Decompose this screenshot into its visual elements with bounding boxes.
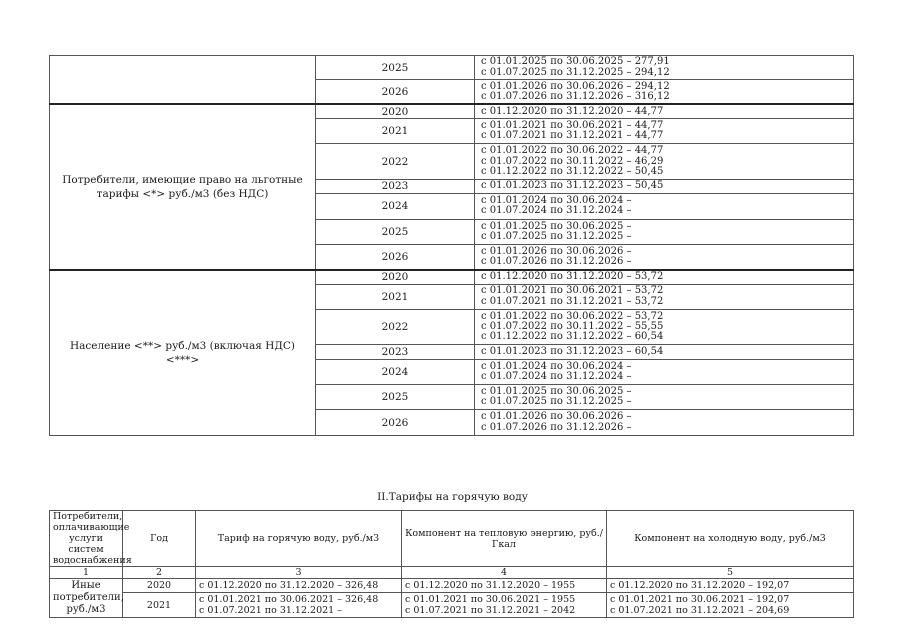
tariff-period: с 01.01.2021 по 30.06.2021 – 44,77 (481, 119, 664, 131)
tariff-period: с 01.07.2025 по 31.12.2025 – (481, 230, 632, 242)
tariff-cell (475, 359, 854, 384)
table-row (50, 593, 854, 618)
tariff-period: с 01.07.2021 по 31.12.2021 – 44,77 (481, 130, 664, 142)
tariff-cell (475, 244, 854, 269)
consumer-category: Население <**> руб./м3 (включая НДС) <***> (50, 270, 316, 436)
year-cell: 2021 (123, 593, 196, 618)
tariff-cell (475, 104, 854, 118)
tariff-cell (475, 309, 854, 345)
consumer-category: Иные потребители, руб./м3 (50, 579, 123, 618)
tariff-period: с 01.01.2026 по 30.06.2026 – (481, 411, 632, 423)
tariff-cell (475, 144, 854, 180)
tariff-cell (475, 385, 854, 410)
year-cell: 2023 (316, 345, 475, 359)
year-cell: 2021 (316, 118, 475, 143)
tariff-cell (475, 179, 854, 193)
year-cell: 2020 (316, 104, 475, 118)
table-row (50, 56, 854, 80)
tariff-period: с 01.12.2020 по 31.12.2020 – 53,72 (481, 271, 664, 283)
tariff-period: с 01.12.2020 по 31.12.2020 – 1955 (405, 580, 576, 591)
tariff-cell (402, 593, 607, 618)
tariff-period: с 01.07.2022 по 30.11.2022 – 46,29 (481, 155, 664, 167)
tariff-period: с 01.01.2024 по 30.06.2024 – (481, 360, 632, 372)
tariff-period: с 01.07.2021 по 31.12.2021 – 2042 (405, 605, 576, 616)
tariff-period: с 01.12.2020 по 31.12.2020 – 192,07 (610, 580, 790, 591)
tariff-period: с 01.07.2024 по 31.12.2024 – (481, 370, 632, 382)
tariff-cell (475, 56, 854, 80)
tariff-period: с 01.07.2024 по 31.12.2024 – (481, 205, 632, 217)
column-header: Компонент на холодную воду, руб./м3 (607, 511, 854, 567)
column-number: 2 (123, 567, 196, 579)
tariff-period: с 01.07.2026 по 31.12.2026 – (481, 421, 632, 433)
column-header: Тариф на горячую воду, руб./м3 (196, 511, 402, 567)
tariff-period: с 01.12.2020 по 31.12.2020 – 44,77 (481, 105, 664, 117)
tariff-period: с 01.01.2021 по 30.06.2021 – 192,07 (610, 594, 790, 605)
tariff-period: с 01.01.2026 по 30.06.2026 – (481, 245, 632, 257)
tariff-cell (607, 579, 854, 593)
tariff-period: с 01.01.2022 по 30.06.2022 – 44,77 (481, 145, 664, 157)
year-cell: 2024 (316, 359, 475, 384)
year-cell: 2025 (316, 219, 475, 244)
column-header: Компонент на тепловую энергию, руб./Гкал (402, 511, 607, 567)
tariff-cell (196, 593, 402, 618)
column-header: Потребители, оплачивающие услуги систем водоснабжения (50, 511, 123, 567)
column-number-row (50, 567, 854, 579)
tariff-period: с 01.01.2021 по 30.06.2021 – 53,72 (481, 285, 664, 297)
year-cell: 2024 (316, 194, 475, 219)
section-title: II.Тарифы на горячую воду (377, 491, 528, 503)
tariff-period: с 01.12.2022 по 31.12.2022 – 50,45 (481, 165, 664, 177)
column-number: 5 (607, 567, 854, 579)
tariff-cell (607, 593, 854, 618)
tariff-period: с 01.01.2021 по 30.06.2021 – 1955 (405, 594, 576, 605)
tariff-period: с 01.07.2025 по 31.12.2025 – 294,12 (481, 66, 670, 78)
tariff-cell (475, 345, 854, 359)
year-cell: 2023 (316, 179, 475, 193)
year-cell: 2021 (316, 284, 475, 309)
table-row (50, 270, 854, 284)
tariff-cell (475, 410, 854, 435)
year-cell: 2020 (123, 579, 196, 593)
column-number: 3 (196, 567, 402, 579)
tariff-cell (196, 579, 402, 593)
tariff-cell (475, 284, 854, 309)
tariff-period: с 01.01.2025 по 30.06.2025 – (481, 386, 632, 398)
tariff-cell (475, 118, 854, 143)
tariff-cell (475, 270, 854, 284)
tariff-cell (475, 219, 854, 244)
consumer-cell-blank (50, 56, 316, 105)
year-cell: 2026 (316, 410, 475, 435)
table-row (50, 104, 854, 118)
tariff-period: с 01.07.2026 по 31.12.2026 – 316,12 (481, 90, 670, 102)
column-number: 4 (402, 567, 607, 579)
tariff-period: с 01.07.2021 по 31.12.2021 – 53,72 (481, 295, 664, 307)
year-cell: 2025 (316, 56, 475, 80)
tariff-cell (475, 80, 854, 104)
tariff-period: с 01.01.2021 по 30.06.2021 – 326,48 (199, 594, 379, 605)
consumer-category: Потребители, имеющие право на льготные тарифы <*> руб./м3 (без НДС) (50, 104, 316, 270)
year-cell: 2022 (316, 144, 475, 180)
year-cell: 2022 (316, 309, 475, 345)
header-row (50, 511, 854, 567)
tariff-period: с 01.07.2025 по 31.12.2025 – (481, 396, 632, 408)
tariff-cell (402, 579, 607, 593)
tariff-period: с 01.01.2026 по 30.06.2026 – 294,12 (481, 80, 670, 92)
tariff-period: с 01.01.2025 по 30.06.2025 – 277,91 (481, 56, 670, 68)
tariff-cell (475, 194, 854, 219)
tariff-period: с 01.01.2023 по 31.12.2023 – 50,45 (481, 180, 664, 192)
tariff-period: с 01.07.2026 по 31.12.2026 – (481, 255, 632, 267)
tariff-period: с 01.07.2022 по 30.11.2022 – 55,55 (481, 321, 664, 333)
tariff-period: с 01.01.2022 по 30.06.2022 – 53,72 (481, 310, 664, 322)
year-cell: 2026 (316, 80, 475, 104)
column-number: 1 (50, 567, 123, 579)
tariff-period: с 01.12.2022 по 31.12.2022 – 60,54 (481, 331, 664, 343)
hot-water-tariff-table (49, 510, 854, 618)
cold-water-tariff-table (49, 55, 854, 436)
table-row (50, 579, 854, 593)
year-cell: 2026 (316, 244, 475, 269)
tariff-period: с 01.01.2024 по 30.06.2024 – (481, 195, 632, 207)
tariff-period: с 01.01.2023 по 31.12.2023 – 60,54 (481, 345, 664, 357)
year-cell: 2025 (316, 385, 475, 410)
tariff-period: с 01.01.2025 по 30.06.2025 – (481, 220, 632, 232)
tariff-period: с 01.12.2020 по 31.12.2020 – 326,48 (199, 580, 379, 591)
column-header: Год (123, 511, 196, 567)
tariff-period: с 01.07.2021 по 31.12.2021 – (199, 605, 342, 616)
year-cell: 2020 (316, 270, 475, 284)
tariff-period: с 01.07.2021 по 31.12.2021 – 204,69 (610, 605, 790, 616)
